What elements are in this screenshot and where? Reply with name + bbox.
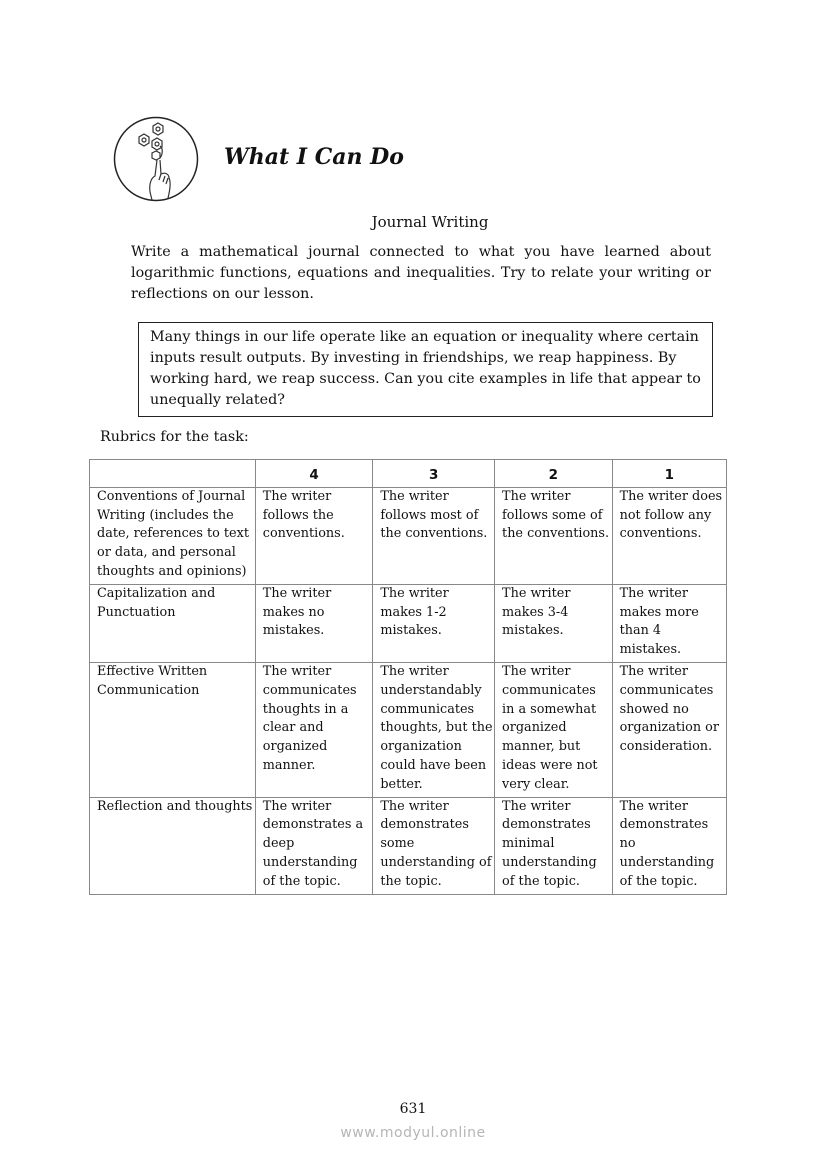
score-cell: The writer demonstrates minimal understanding of the topic.	[495, 797, 613, 894]
page-number: 631	[399, 1101, 427, 1117]
table-row	[90, 584, 727, 662]
score-cell: The writer communicates thoughts in a clear and organized manner.	[255, 662, 373, 797]
score-cell: The writer follows the conventions.	[255, 487, 373, 584]
header-cell-score-4: 4	[255, 460, 373, 488]
score-cell: The writer demonstrates a deep understanding of the topic.	[255, 797, 373, 894]
rubric-header-row	[90, 460, 727, 488]
hand-with-gears-icon	[113, 116, 199, 202]
criterion-cell: Conventions of Journal Writing (includes the date, references to text or data, and personal thoughts and opinions)	[90, 487, 256, 584]
criterion-cell: Reflection and thoughts	[90, 797, 256, 894]
score-cell: The writer makes 1-2 mistakes.	[373, 584, 495, 662]
score-cell: The writer makes more than 4 mistakes.	[612, 584, 726, 662]
score-cell: The writer makes 3-4 mistakes.	[495, 584, 613, 662]
score-cell: The writer demonstrates some understanding of the topic.	[373, 797, 495, 894]
rubric-label: Rubrics for the task:	[100, 429, 249, 445]
score-cell: The writer communicates in a somewhat organized manner, but ideas were not very clear.	[495, 662, 613, 797]
table-row	[90, 487, 727, 584]
header-cell-score-2: 2	[495, 460, 613, 488]
page-title: What I Can Do	[224, 144, 404, 170]
table-row	[90, 797, 727, 894]
score-cell: The writer does not follow any conventions.	[612, 487, 726, 584]
header-cell-criteria	[90, 460, 256, 488]
score-cell: The writer follows some of the conventions.	[495, 487, 613, 584]
score-cell: The writer understandably communicates thoughts, but the organization could have been better.	[373, 662, 495, 797]
criterion-cell: Capitalization and Punctuation	[90, 584, 256, 662]
intro-paragraph: Write a mathematical journal connected to what you have learned about logarithmic functions, equations and inequalities. Try to relate your writing or reflections on our lesson.	[131, 244, 711, 302]
watermark: www.modyul.online	[340, 1125, 486, 1141]
score-cell: The writer follows most of the conventions.	[373, 487, 495, 584]
prompt-box: Many things in our life operate like an equation or inequality where certain inputs result outputs. By investing in friendships, we reap happiness. By working hard, we reap success. Can you cite examples in life that appear to unequally related?	[138, 322, 713, 417]
score-cell: The writer makes no mistakes.	[255, 584, 373, 662]
table-row	[90, 662, 727, 797]
criterion-cell: Effective Written Communication	[90, 662, 256, 797]
header-cell-score-3: 3	[373, 460, 495, 488]
header-cell-score-1: 1	[612, 460, 726, 488]
rubric-table	[89, 459, 727, 895]
section-subtitle: Journal Writing	[371, 213, 489, 231]
score-cell: The writer demonstrates no understanding of the topic.	[612, 797, 726, 894]
score-cell: The writer communicates showed no organization or consideration.	[612, 662, 726, 797]
